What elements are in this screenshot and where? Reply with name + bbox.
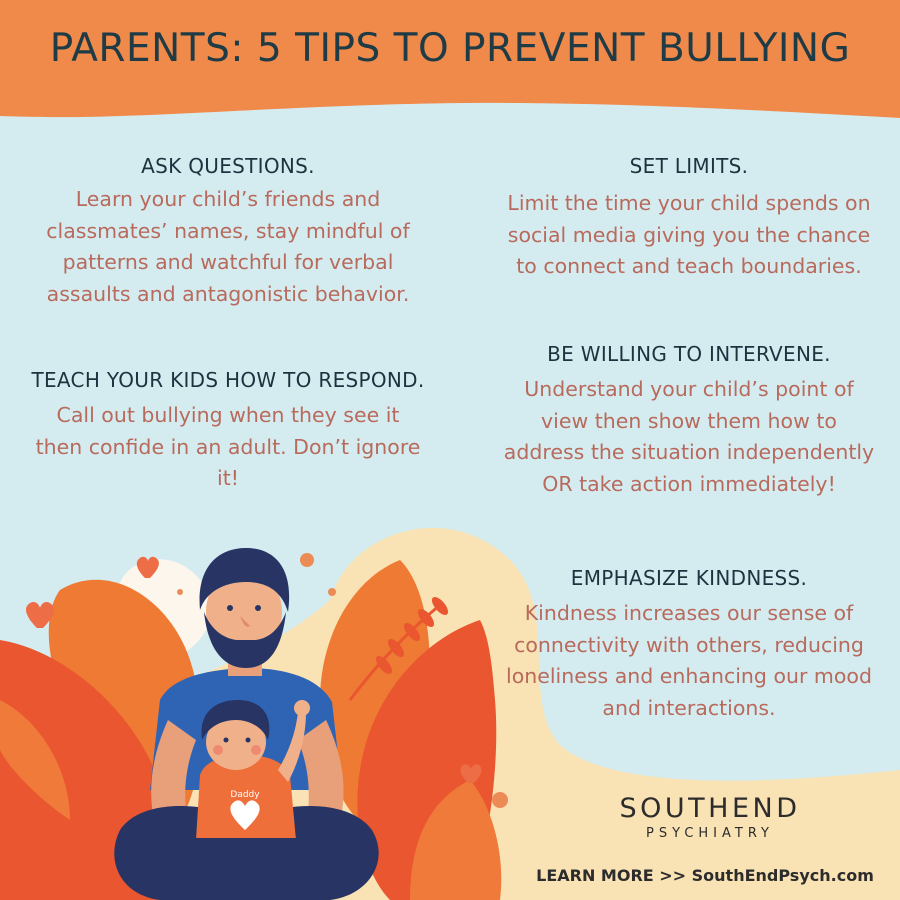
tip-body: Limit the time your child spends on social media giving you the chance to connect and teach boundaries. — [507, 191, 871, 278]
brand-name: SOUTHEND — [619, 793, 801, 824]
tip-body: Call out bullying when they see it then confide in an adult. Don’t ignore it! — [35, 403, 421, 490]
tip-body: Kindness increases our sense of connectivity with others, reducing loneliness and enhancing our mood and interactions. — [506, 601, 872, 720]
page-title: PARENTS: 5 TIPS TO PREVENT BULLYING — [49, 26, 851, 71]
tip-heading: ASK QUESTIONS. — [141, 154, 315, 178]
heart-icon — [137, 557, 159, 578]
tip-heading: BE WILLING TO INTERVENE. — [547, 342, 831, 366]
learn-more-link[interactable] — [520, 866, 890, 885]
brand-logo — [560, 793, 860, 841]
father-eye — [227, 605, 233, 611]
tip-heading: TEACH YOUR KIDS HOW TO RESPOND. — [31, 368, 425, 392]
tip-heading: SET LIMITS. — [629, 154, 749, 178]
dot — [328, 588, 336, 596]
learn-more-text[interactable]: LEARN MORE >> SouthEndPsych.com — [536, 866, 874, 885]
dot — [492, 792, 508, 808]
tip-body: Learn your child’s friends and classmates’ names, stay mindful of patterns and watchful for verbal assaults and antagonistic behavior. — [46, 187, 410, 306]
child-eye — [224, 738, 229, 743]
dot — [300, 553, 314, 567]
child-cheek — [213, 745, 223, 755]
brand-subtitle: PSYCHIATRY — [646, 826, 774, 841]
tip-heading: EMPHASIZE KINDNESS. — [570, 566, 808, 590]
child-cheek — [251, 745, 261, 755]
child-eye — [246, 738, 251, 743]
child-hand — [294, 700, 310, 716]
shirt-text: Daddy — [230, 790, 260, 800]
father-eye — [255, 605, 261, 611]
dot — [177, 589, 183, 595]
tip-body: Understand your child’s point of view then show them how to address the situation independently OR take action immediately! — [503, 377, 875, 496]
